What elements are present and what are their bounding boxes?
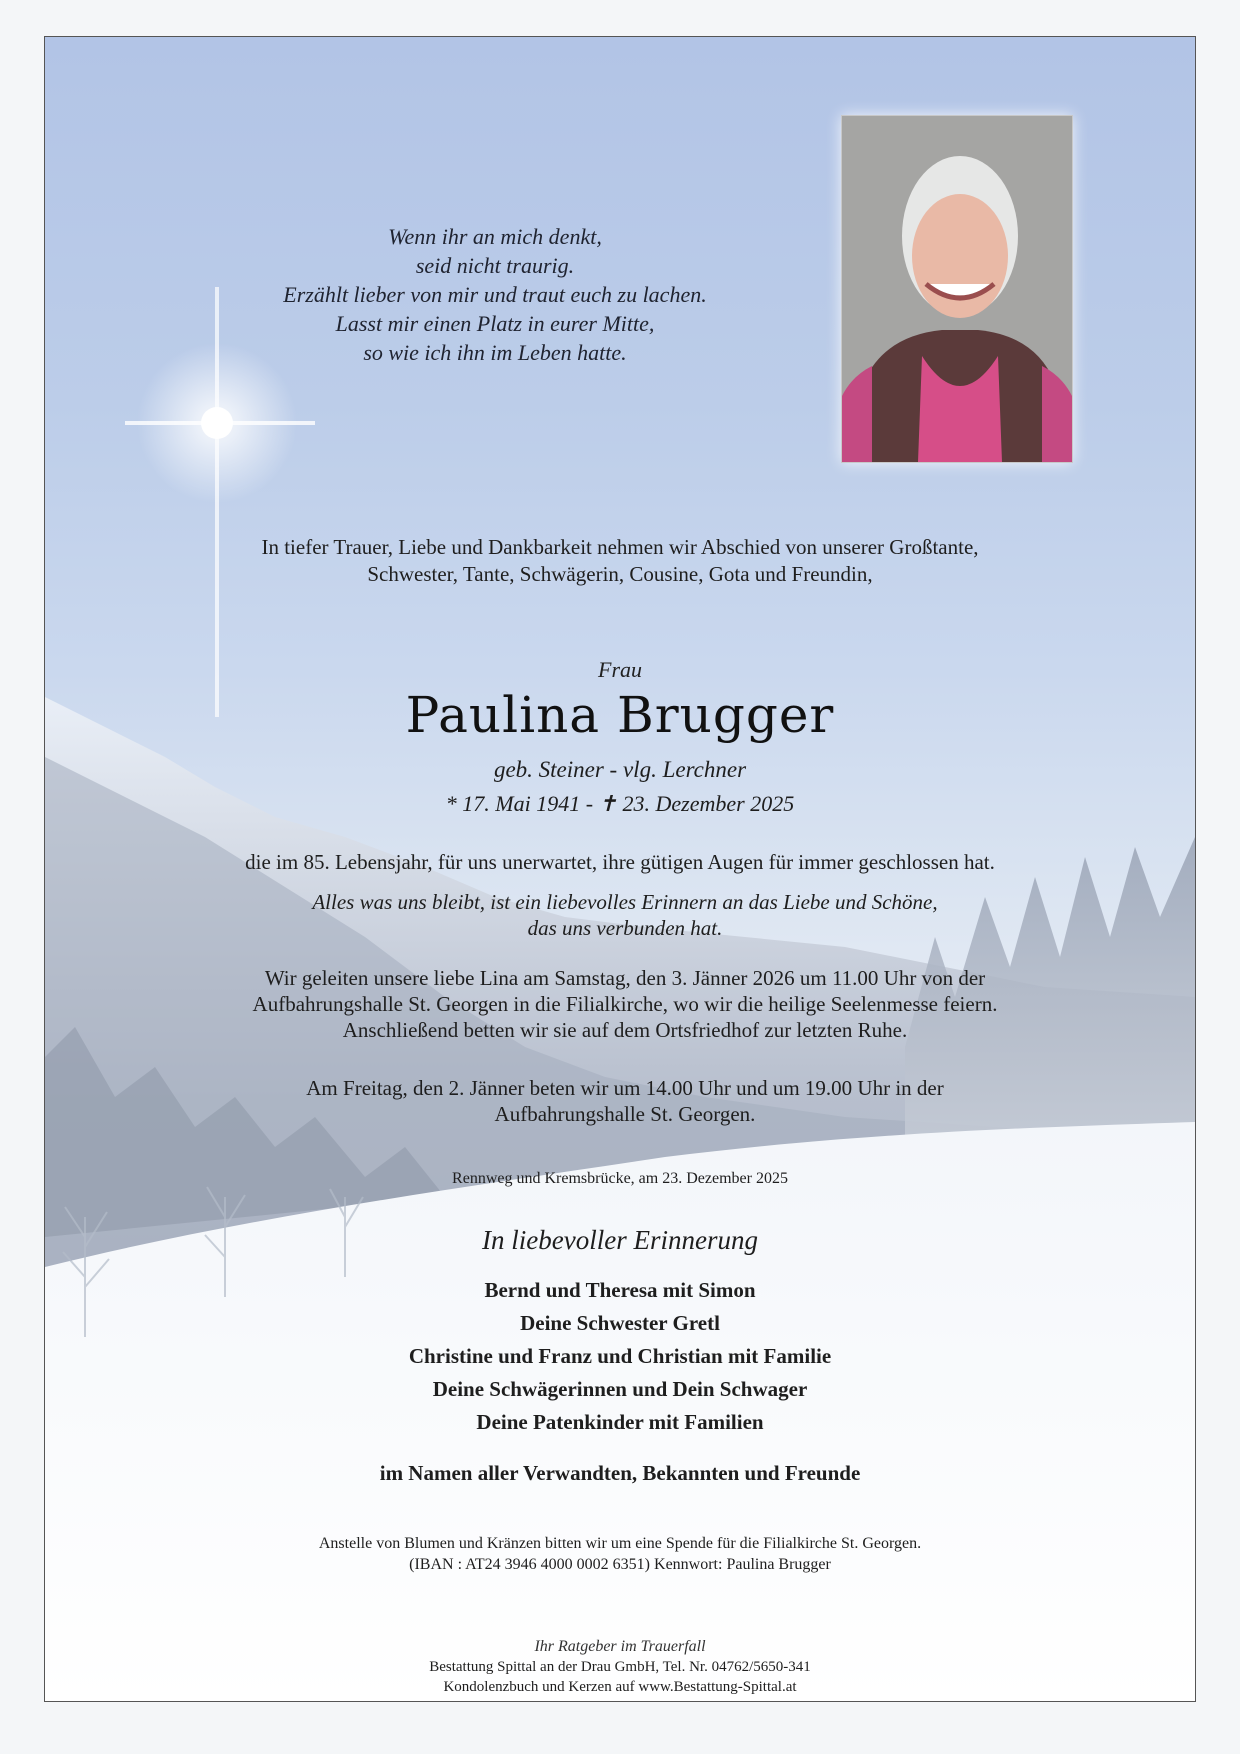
- donation-note: [195, 1533, 1045, 1575]
- footer-company: Bestattung Spittal an der Drau GmbH, Tel. Nr. 04762/5650-341: [429, 1659, 811, 1675]
- donation-line: (IBAN : AT24 3946 4000 0002 6351) Kennwort: Paulina Brugger: [409, 1556, 831, 1573]
- donation-line: Anstelle von Blumen und Kränzen bitten wir um eine Spende für die Filialkirche St. Georgen.: [318, 1535, 922, 1552]
- poem: [235, 222, 755, 367]
- footer-tagline: Ihr Ratgeber im Trauerfall: [534, 1638, 706, 1655]
- mourner-name: Bernd und Theresa mit Simon: [484, 1278, 756, 1302]
- intro-line: In tiefer Trauer, Liebe und Dankbarkeit nehmen wir Abschied von unserer Großtante,: [261, 535, 979, 559]
- age-line: die im 85. Lebensjahr, für uns unerwartet, ihre gütigen Augen für immer geschlossen hat.: [245, 850, 995, 874]
- mourners-list: [45, 1274, 1195, 1439]
- poem-line: Lasst mir einen Platz in eurer Mitte,: [335, 311, 655, 336]
- obituary-card: [44, 36, 1196, 1702]
- life-dates: * 17. Mai 1941 - ✝ 23. Dezember 2025: [445, 791, 795, 816]
- memory-text: [245, 889, 1005, 941]
- prayer-info: [265, 1075, 985, 1127]
- poem-line: Wenn ihr an mich denkt,: [388, 224, 602, 249]
- poem-line: so wie ich ihn im Leben hatte.: [363, 340, 627, 365]
- mourner-name: Christine und Franz und Christian mit Familie: [408, 1344, 832, 1368]
- footer-web: Kondolenzbuch und Kerzen auf www.Bestattung-Spittal.at: [443, 1679, 797, 1695]
- memory-line: das uns verbunden hat.: [527, 916, 723, 940]
- funeral-line: Aufbahrungshalle St. Georgen in die Filialkirche, wo wir die heilige Seelenmesse feiern.: [252, 992, 998, 1016]
- intro-line: Schwester, Tante, Schwägerin, Cousine, Gota und Freundin,: [367, 562, 873, 586]
- poem-line: Erzählt lieber von mir und traut euch zu lachen.: [283, 282, 707, 307]
- deceased-name: Paulina Brugger: [405, 686, 835, 744]
- mourners-heading: In liebevoller Erinnerung: [482, 1225, 758, 1255]
- salutation: Frau: [598, 657, 642, 682]
- place-date: Rennweg und Kremsbrücke, am 23. Dezember 2025: [452, 1170, 788, 1187]
- mourners-closing: im Namen aller Verwandten, Bekannten und Freunde: [379, 1461, 861, 1485]
- funeral-info: [225, 965, 1025, 1043]
- prayer-line: Aufbahrungshalle St. Georgen.: [494, 1102, 756, 1126]
- mourner-name: Deine Schwägerinnen und Dein Schwager: [432, 1377, 808, 1401]
- birth-name: geb. Steiner - vlg. Lerchner: [493, 757, 747, 782]
- mourner-name: Deine Patenkinder mit Familien: [476, 1410, 764, 1434]
- prayer-line: Am Freitag, den 2. Jänner beten wir um 14.00 Uhr und um 19.00 Uhr in der: [306, 1076, 944, 1100]
- memory-line: Alles was uns bleibt, ist ein liebevolles Erinnern an das Liebe und Schöne,: [312, 890, 938, 914]
- funeral-line: Anschließend betten wir sie auf dem Ortsfriedhof zur letzten Ruhe.: [342, 1018, 908, 1042]
- poem-line: seid nicht traurig.: [415, 253, 575, 278]
- undertaker-footer: [45, 1637, 1195, 1697]
- funeral-line: Wir geleiten unsere liebe Lina am Samstag, den 3. Jänner 2026 um 11.00 Uhr von der: [264, 966, 986, 990]
- mourner-name: Deine Schwester Gretl: [520, 1311, 720, 1335]
- intro-text: [195, 534, 1045, 588]
